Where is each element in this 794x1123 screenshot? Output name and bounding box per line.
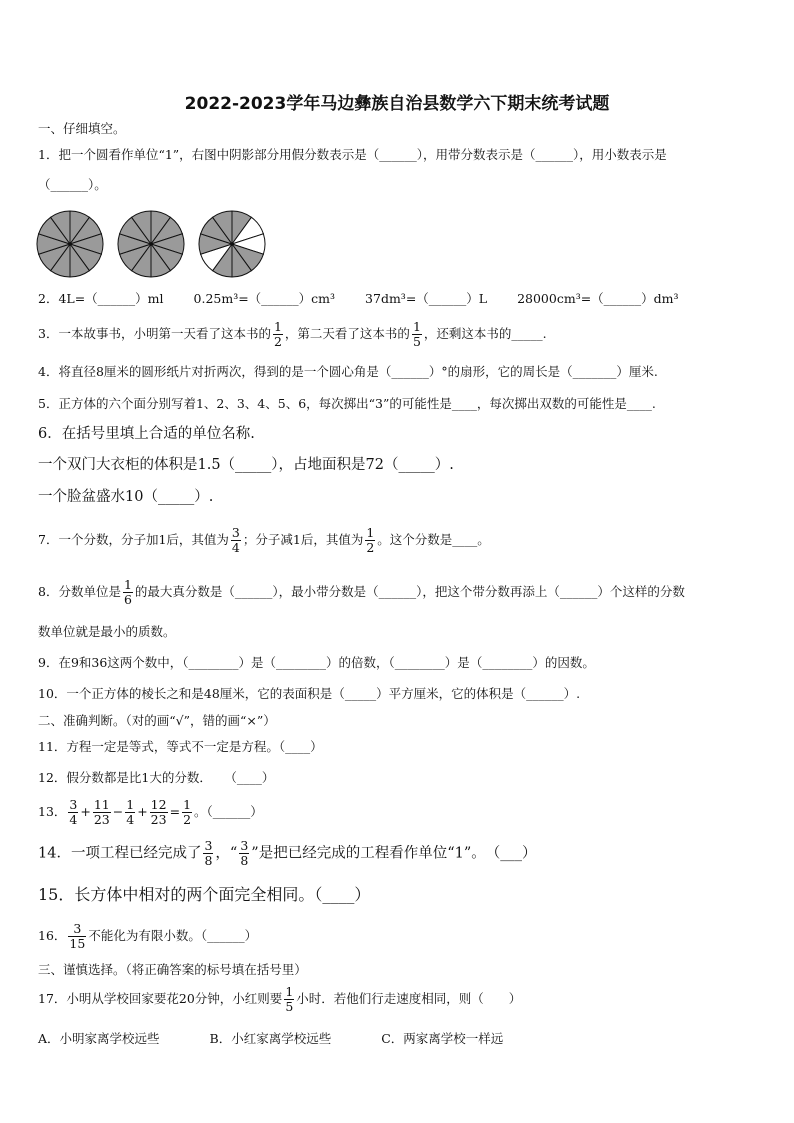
q2-part-a: 2．4L=（______）ml [38, 291, 164, 306]
numerator: 1 [285, 984, 294, 999]
q16-text: 不能化为有限小数。（______） [88, 928, 258, 943]
q14-text-a: 14．一项工程已经完成了 [38, 845, 202, 862]
question-14 [38, 839, 537, 868]
numerator: 1 [273, 319, 282, 334]
fraction-circles [36, 209, 276, 279]
fraction [123, 578, 133, 607]
question-7 [38, 526, 490, 555]
denominator: 4 [231, 540, 240, 555]
fraction [68, 798, 78, 827]
q17-text-b: 小时．若他们行走速度相同，则（ ） [296, 991, 522, 1006]
question-16 [38, 922, 257, 951]
fraction-circle [118, 211, 184, 277]
denominator: 23 [150, 812, 167, 827]
question-12: 12．假分数都是比1大的分数． （____） [38, 770, 275, 785]
fraction [412, 320, 422, 349]
q3-text-b: ，第二天看了这本书的 [284, 326, 410, 341]
fraction [231, 526, 241, 555]
q7-text-c: 。这个分数是____。 [377, 532, 490, 547]
question-2 [38, 291, 679, 307]
question-4: 4．将直径8厘米的圆形纸片对折两次，得到的是一个圆心角是（______）°的扇形，它的周长是（_______）厘米. [38, 364, 658, 379]
operator: − [112, 804, 124, 819]
operator: + [137, 804, 148, 819]
question-6-line-1: 一个双门大衣柜的体积是1.5（_____），占地面积是72（_____）. [38, 457, 454, 473]
question-6-line-2: 一个脸盆盛水10（_____）. [38, 489, 214, 505]
fraction [365, 526, 375, 555]
denominator: 23 [93, 812, 110, 827]
fraction [273, 320, 283, 349]
denominator: 8 [240, 853, 249, 868]
denominator: 2 [273, 334, 282, 349]
option-b: B．小红家离学校远些 [209, 1031, 332, 1046]
question-10: 10．一个正方体的棱长之和是48厘米，它的表面积是（_____）平方厘米，它的体积是（______）. [38, 686, 581, 701]
numerator: 1 [366, 525, 375, 540]
denominator: 5 [285, 999, 294, 1014]
fraction-circle [37, 211, 103, 277]
q2-part-d: 28000cm³=（______）dm³ [517, 291, 679, 306]
q13-tail: 。（______） [194, 804, 263, 819]
question-9: 9．在9和36这两个数中，（________）是（________）的倍数，（________）是（________）的因数。 [38, 655, 595, 670]
equals-sign: = [169, 804, 181, 819]
question-11: 11．方程一定是等式，等式不一定是方程。（____） [38, 739, 323, 754]
fraction [125, 798, 135, 827]
q8-text-b: 的最大真分数是（______），最小带分数是（______），把这个带分数再添上（______）个这样的分数 [134, 584, 685, 599]
q3-text-c: ，还剩这本书的_____. [423, 326, 547, 341]
fraction [150, 798, 168, 827]
q14-text-c: ”是把已经完成的工程看作单位“1”。 （___） [251, 845, 537, 862]
question-8-line-1 [38, 578, 685, 607]
pie-figure [36, 209, 286, 283]
q8-text-a: 8．分数单位是 [38, 584, 121, 599]
fraction [203, 839, 213, 868]
question-1-line-1: 1．把一个圆看作单位“1”，右图中阴影部分用假分数表示是（______），用带分数表示是（______），用小数表示是 [38, 147, 667, 162]
fraction [239, 839, 249, 868]
numerator: 1 [123, 577, 132, 592]
question-8-line-2: 数单位就是最小的质数。 [38, 624, 176, 639]
fraction [93, 798, 111, 827]
denominator: 5 [412, 334, 421, 349]
question-6-title: 6．在括号里填上合适的单位名称. [38, 426, 255, 442]
section-heading-3: 三、谨慎选择。（将正确答案的标号填在括号里） [38, 962, 307, 977]
fraction-circle [199, 211, 265, 277]
numerator: 1 [126, 797, 135, 812]
q2-part-c: 37dm³=（______）L [365, 291, 488, 306]
option-a: A．小明家离学校远些 [38, 1031, 160, 1046]
fraction [68, 922, 86, 951]
section-heading-1: 一、仔细填空。 [38, 121, 126, 136]
numerator: 11 [93, 797, 110, 812]
page-title: 2022-2023学年马边彝族自治县数学六下期末统考试题 [184, 94, 610, 114]
numerator: 3 [69, 797, 78, 812]
question-13 [38, 798, 263, 827]
denominator: 8 [204, 853, 213, 868]
question-5: 5．正方体的六个面分别写着1、2、3、4、5、6，每次掷出“3”的可能性是____，每次掷出双数的可能性是____. [38, 396, 656, 411]
section-heading-2: 二、准确判断。（对的画“√”，错的画“×”） [38, 713, 276, 728]
denominator: 4 [126, 812, 135, 827]
q2-part-b: 0.25m³=（______）cm³ [193, 291, 336, 306]
denominator: 2 [183, 812, 192, 827]
question-3 [38, 320, 547, 349]
numerator: 1 [183, 797, 192, 812]
option-c: C．两家离学校一样远 [381, 1031, 504, 1046]
q16-label: 16． [38, 928, 67, 943]
q3-text-a: 3．一本故事书，小明第一天看了这本书的 [38, 326, 271, 341]
question-15: 15．长方体中相对的两个面完全相同。（____） [38, 885, 371, 904]
denominator: 6 [123, 592, 132, 607]
question-17-options [38, 1031, 503, 1047]
numerator: 3 [231, 525, 240, 540]
q7-text-b: ；分子减1后，其值为 [242, 532, 364, 547]
q17-text-a: 17．小明从学校回家要花20分钟，小红则要 [38, 991, 283, 1006]
numerator: 12 [150, 797, 167, 812]
question-17 [38, 985, 521, 1014]
denominator: 2 [366, 540, 375, 555]
denominator: 4 [69, 812, 78, 827]
numerator: 3 [204, 838, 213, 853]
q7-text-a: 7．一个分数，分子加1后，其值为 [38, 532, 229, 547]
q14-text-b: ，“ [215, 845, 238, 862]
q13-label: 13． [38, 804, 67, 819]
fraction [182, 798, 192, 827]
denominator: 15 [69, 936, 86, 951]
numerator: 1 [412, 319, 421, 334]
numerator: 3 [240, 838, 249, 853]
question-1-line-2: （______）。 [38, 177, 107, 192]
numerator: 3 [68, 922, 86, 937]
operator: + [80, 804, 91, 819]
fraction [284, 985, 294, 1014]
